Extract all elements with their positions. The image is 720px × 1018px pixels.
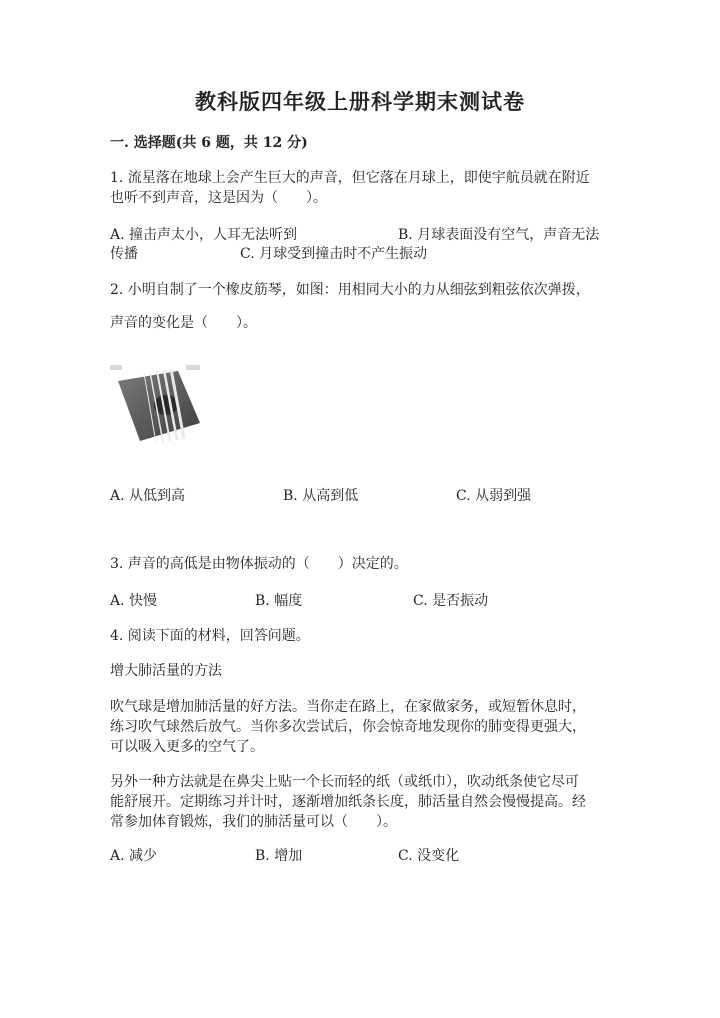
q4-passage-p1-line2: 练习吹气球然后放气。当你多次尝试后，你会惊奇地发现你的肺变得更强大， bbox=[110, 719, 586, 735]
faint-caption-mark bbox=[110, 365, 200, 370]
q4-passage-p2-line1: 另外一种方法就是在鼻尖上贴一个长而轻的纸（或纸巾），吹动纸条使它尽可 bbox=[110, 774, 579, 790]
q4-passage-heading: 增大肺活量的方法 bbox=[110, 663, 222, 679]
q3-option-a: A. 快慢 bbox=[110, 593, 158, 609]
q4-passage-p2-line2: 能舒展开。定期练习并计时，逐渐增加纸条长度，肺活量自然会慢慢提高。经 bbox=[110, 794, 586, 810]
q4-stem: 4. 阅读下面的材料，回答问题。 bbox=[110, 628, 310, 644]
q1-stem-line1: 1. 流星落在地球上会产生巨大的声音，但它落在月球上，即使宇航员就在附近 bbox=[110, 170, 590, 186]
q1-option-a: A. 撞击声太小，人耳无法听到 bbox=[110, 227, 298, 243]
q4-passage-p2-line3: 常参加体育锻炼，我们的肺活量可以（ ）。 bbox=[110, 814, 397, 830]
page-title: 教科版四年级上册科学期末测试卷 bbox=[195, 89, 525, 114]
rubber-band-instrument-figure bbox=[108, 363, 208, 448]
q2-stem-line1: 2. 小明自制了一个橡皮筋琴，如图：用相同大小的力从细弦到粗弦依次弹拨， bbox=[110, 282, 590, 298]
q3-option-b: B. 幅度 bbox=[255, 593, 303, 609]
q4-passage-p1-line1: 吹气球是增加肺活量的好方法。当你走在路上，在家做家务，或短暂休息时， bbox=[110, 699, 586, 715]
section-heading: 一. 选择题(共 6 题，共 12 分) bbox=[110, 135, 308, 151]
q1-option-c: C. 月球受到撞击时不产生振动 bbox=[240, 246, 428, 262]
q3-option-c: C. 是否振动 bbox=[413, 593, 489, 609]
q1-option-b-cont: 传播 bbox=[110, 246, 138, 262]
q2-option-c: C. 从弱到强 bbox=[456, 488, 532, 504]
q2-option-b: B. 从高到低 bbox=[283, 488, 359, 504]
q1-stem-line2: 也听不到声音，这是因为（ ）。 bbox=[110, 190, 327, 206]
q1-option-b: B. 月球表面没有空气，声音无法 bbox=[398, 227, 600, 243]
q4-option-b: B. 增加 bbox=[255, 848, 303, 864]
q3-stem: 3. 声音的高低是由物体振动的（ ）决定的。 bbox=[110, 556, 408, 572]
q2-option-a: A. 从低到高 bbox=[110, 488, 186, 504]
q2-stem-line2: 声音的变化是（ ）。 bbox=[110, 315, 257, 331]
q4-passage-p1-line3: 可以吸入更多的空气了。 bbox=[110, 739, 264, 755]
q4-option-c: C. 没变化 bbox=[398, 848, 460, 864]
q4-option-a: A. 减少 bbox=[110, 848, 158, 864]
